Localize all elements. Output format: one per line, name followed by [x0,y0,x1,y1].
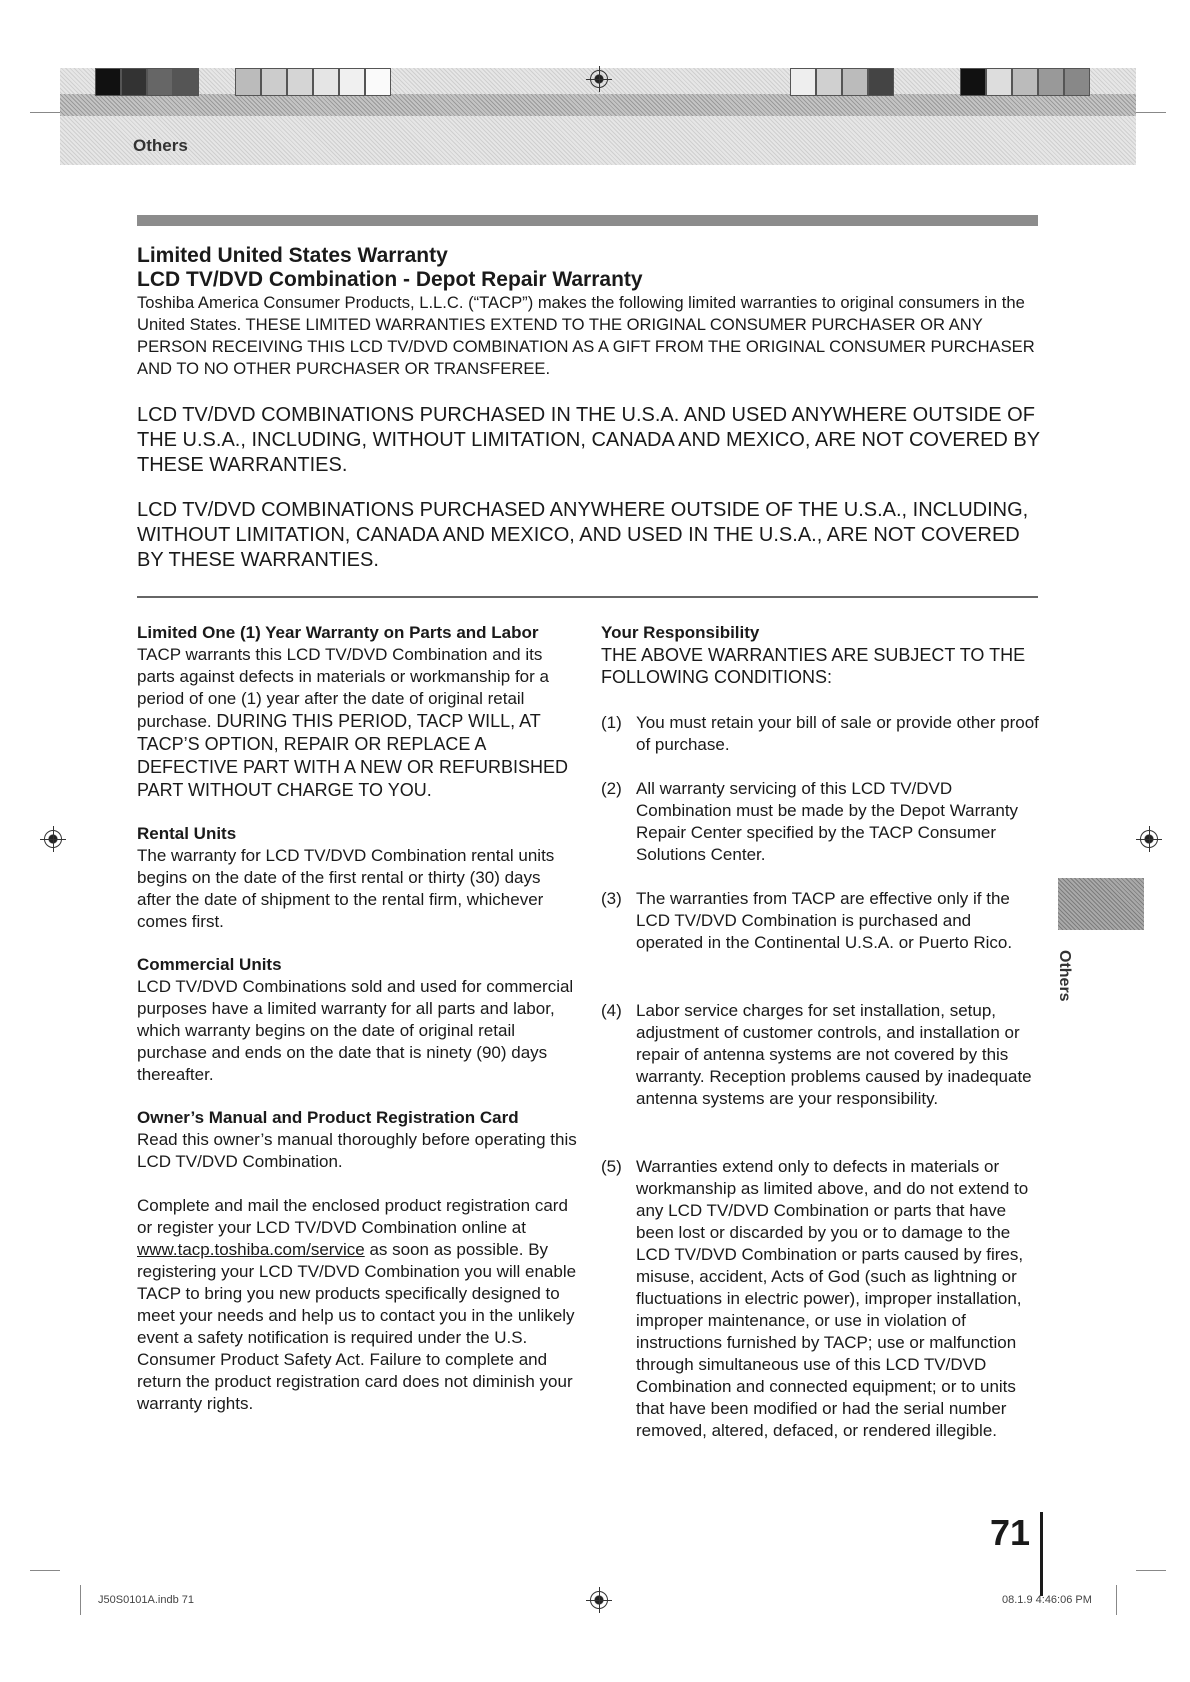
list-item-text: The warranties from TACP are effective only if the LCD TV/DVD Combination is purchased and operated in the Continental U.S.A. or Puerto Rico. [636,889,1013,952]
footer-date: 08.1.9 4:46:06 PM [1002,1594,1092,1606]
list-item-number: (5) [601,1157,622,1176]
color-calibration-bar [147,68,173,96]
manual-heading: Owner’s Manual and Product Registration Card [137,1108,519,1127]
left-column [137,622,577,1415]
notice-paragraph: LCD TV/DVD COMBINATIONS PURCHASED IN THE U.S.A. AND USED ANYWHERE OUTSIDE OF THE U.S.A., INCLUDING, WITHOUT LIMITATION, CANADA AND MEXICO, ARE NOT COVERED BY THESE WARRANTIES. [137,404,1040,476]
responsibility-heading: Your Responsibility [601,623,760,642]
page-subtitle: LCD TV/DVD Combination - Depot Repair Warranty [137,268,643,291]
rental-heading: Rental Units [137,824,237,843]
color-calibration-bar [313,68,339,96]
list-item-number: (2) [601,779,622,798]
color-calibration-bar [1012,68,1038,96]
crop-mark [1136,112,1166,113]
page-title: Limited United States Warranty [137,244,448,267]
warranty-heading: Limited One (1) Year Warranty on Parts and Labor [137,623,539,642]
footer-file-info: J50S0101A.indb 71 [98,1594,195,1606]
rental-text: The warranty for LCD TV/DVD Combination rental units begins on the date of the first rental or thirty (30) days after the date of shipment to the rental firm, whichever comes first. [137,846,555,931]
color-calibration-bar [95,68,121,96]
color-calibration-bar [173,68,199,96]
section-divider [137,596,1038,598]
color-calibration-bar [261,68,287,96]
list-item-number: (3) [601,889,622,908]
side-tab-block [1058,878,1144,930]
register-text-a: Complete and mail the enclosed product registration card or register your LCD TV/DVD Combination online at [137,1196,568,1237]
side-tab-label: Others [1056,950,1073,1002]
warranty-text-body: TACP warrants this LCD TV/DVD Combination and its parts against defects in materials or workmanship for a period of one (1) year after the date of original retail purchase. [137,645,549,731]
color-calibration-bar [1064,68,1090,96]
warranty-text-caps: DURING THIS PERIOD, TACP WILL, AT TACP’S OPTION, REPAIR OR REPLACE A DEFECTIVE PART WITH A NEW OR REFURBISHED PART WITHOUT CHARGE TO YOU. [137,711,569,800]
color-calibration-bar [339,68,365,96]
registration-mark-icon [590,70,608,88]
section-label: Others [133,136,188,155]
color-calibration-bar [868,68,894,96]
registration-mark-icon [44,830,62,848]
color-calibration-bar [842,68,868,96]
color-calibration-bar [816,68,842,96]
color-calibration-bar [365,68,391,96]
list-item-text: You must retain your bill of sale or provide other proof of purchase. [636,713,1039,754]
register-text-b: as soon as possible. By registering your LCD TV/DVD Combination you will enable TACP to bring you new products specifically designed to meet your needs and help us to contact you in the unlikely event a safety notification is required under the U.S. Consumer Product Safety Act. Failure to complete and return the product registration card does not diminish your warranty rights. [137,1240,577,1413]
color-calibration-bar [235,68,261,96]
color-calibration-bar [1038,68,1064,96]
register-text [137,1195,577,1415]
list-item-number: (1) [601,713,622,732]
list-item-text: All warranty servicing of this LCD TV/DVD Combination must be made by the Depot Warranty Repair Center specified by the TACP Consumer Solutions Center. [636,779,1019,864]
crop-mark [30,112,60,113]
crop-mark [1136,1570,1166,1571]
manual-text: Read this owner’s manual thoroughly before operating this LCD TV/DVD Combination. [137,1130,577,1171]
page-number: 71 [990,1512,1031,1553]
color-calibration-bar [986,68,1012,96]
registration-mark-icon [1140,830,1158,848]
registration-mark-icon [590,1591,608,1609]
notice-paragraph: LCD TV/DVD COMBINATIONS PURCHASED ANYWHERE OUTSIDE OF THE U.S.A., INCLUDING, WITHOUT LIMITATION, CANADA AND MEXICO, AND USED IN THE U.S.A., ARE NOT COVERED BY THESE WARRANTIES. [137,499,1029,571]
list-item-number: (4) [601,1001,622,1020]
page-number-bar [1040,1512,1043,1596]
color-calibration-bar [790,68,816,96]
color-calibration-bar [121,68,147,96]
right-column-header [601,622,1041,688]
list-item-text: Warranties extend only to defects in materials or workmanship as limited above, and do not extend to any LCD TV/DVD Combination or parts that have been lost or discarded by you or to damage to the LCD TV/DVD Combination or parts caused by fires, misuse, accident, Acts of God (such as lightning or fluctuations in electric power), improper installation, improper maintenance, or use in violation of instructions furnished by TACP; use or malfunction through simultaneous use of this LCD TV/DVD Combination and connected equipment; or to units that have been modified or had the serial number removed, altered, defaced, or rendered illegible. [636,1157,1029,1440]
crop-mark [30,1570,60,1571]
header-banner-stripe [60,94,1136,116]
responsibility-subheading: THE ABOVE WARRANTIES ARE SUBJECT TO THE FOLLOWING CONDITIONS: [601,645,1026,687]
registration-link[interactable]: www.tacp.toshiba.com/service [137,1240,365,1259]
color-calibration-bar [287,68,313,96]
commercial-heading: Commercial Units [137,955,282,974]
crop-mark [80,1585,81,1615]
list-item-text: Labor service charges for set installation, setup, adjustment of customer controls, and installation or repair of antenna systems are not covered by this warranty. Reception problems caused by inadequate antenna systems are your responsibility. [636,1001,1032,1108]
intro-paragraph: Toshiba America Consumer Products, L.L.C. (“TACP”) makes the following limited warranties to original consumers in the United States. THESE LIMITED WARRANTIES EXTEND TO THE ORIGINAL CONSUMER PURCHASER OR ANY PERSON RECEIVING THIS LCD TV/DVD COMBINATION AS A GIFT FROM THE ORIGINAL CONSUMER PURCHASER AND TO NO OTHER PURCHASER OR TRANSFEREE. [137,293,1035,378]
commercial-text: LCD TV/DVD Combinations sold and used for commercial purposes have a limited warranty for all parts and labor, which warranty begins on the date of original retail purchase and ends on the date that is ninety (90) days thereafter. [137,977,574,1084]
warranty-text [137,644,577,802]
color-calibration-bar [960,68,986,96]
crop-mark [1116,1585,1117,1615]
heading-rule [137,215,1038,226]
